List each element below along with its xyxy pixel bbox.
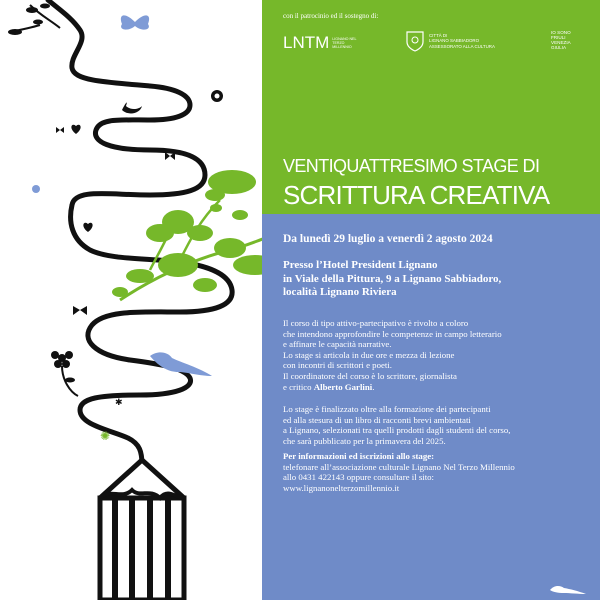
heart-icon: [83, 223, 92, 232]
branch-top-left: [8, 4, 60, 36]
title-line-1: VENTIQUATTRESIMO STAGE DI: [283, 156, 540, 176]
illustration-panel: [0, 0, 262, 600]
flower-black-icon: [51, 351, 78, 396]
star-icon: ✱: [115, 398, 123, 408]
contact-heading: Per informazioni ed iscrizioni allo stage:: [283, 451, 435, 461]
butterfly-small-icon: [73, 306, 87, 315]
coordinator-name: Alberto Garlini: [313, 381, 373, 392]
fvg-logo: IO SONO FRIULI VENEZIA GIULIA: [551, 30, 571, 50]
lntm-logo: [283, 32, 360, 54]
star-green-icon: ✺: [100, 429, 111, 443]
pencil-icon: [100, 460, 184, 600]
title-line-2: SCRITTURA CREATIVA: [283, 180, 550, 210]
bird-corner-icon: [548, 582, 588, 596]
crest-icon: [405, 30, 425, 52]
butterfly-small-icon: [56, 127, 64, 133]
flower-blue-icon: [32, 185, 40, 193]
swan-icon: [122, 103, 142, 114]
description-paragraph: Il corso di tipo attivo-partecipativo è rivolto a coloro che intendono approfondire le competenze in campo letterario e affinare le capacità narrative. Lo stage si articola in due ore e mezza di lezione con incontri di scrittori e poeti. Il coordinatore del corso è lo scrittore, giornalista e critico Alberto Garlini.: [283, 318, 502, 392]
heart-icon: [71, 125, 80, 134]
event-place: Presso l’Hotel President Lignano in Viale della Pittura, 9 a Lignano Sabbiadoro, località Lignano Riviera: [283, 259, 502, 298]
sponsor-text: con il patrocinio ed il sostegno di:: [283, 12, 379, 20]
goal-paragraph: Lo stage è finalizzato oltre alla formazione dei partecipanti ed alla stesura di un libro di racconti brevi ambientati a Lignano, selezionati tra quelli prodotti dagli studenti del corso, che sarà pubblicato per la primavera del 2025.: [283, 404, 511, 446]
winding-line-pencil-illustration: [0, 0, 262, 600]
butterfly-icon: [121, 15, 149, 29]
city-logo-text: CITTÀ DI LIGNANO SABBIADORO ASSESSORATO ALLA CULTURA: [429, 33, 495, 49]
event-dates: Da lunedì 29 luglio a venerdì 2 agosto 2024: [283, 233, 493, 245]
lntm-logo-text: LNTM: [283, 33, 330, 52]
lntm-logo-subtext: LIGNANO NEL TERZO MILLENNIO: [332, 37, 357, 49]
website-link[interactable]: www.lignanonelterzomillennio.it: [283, 482, 400, 493]
contact-paragraph: Per informazioni ed iscrizioni allo stage: telefonare all’associazione culturale Lignano Nel Terzo Millennio allo 0431 422143 oppure consultare il sito: www.lignanonelterzomillennio.it: [283, 451, 588, 493]
city-logo: [405, 30, 519, 52]
